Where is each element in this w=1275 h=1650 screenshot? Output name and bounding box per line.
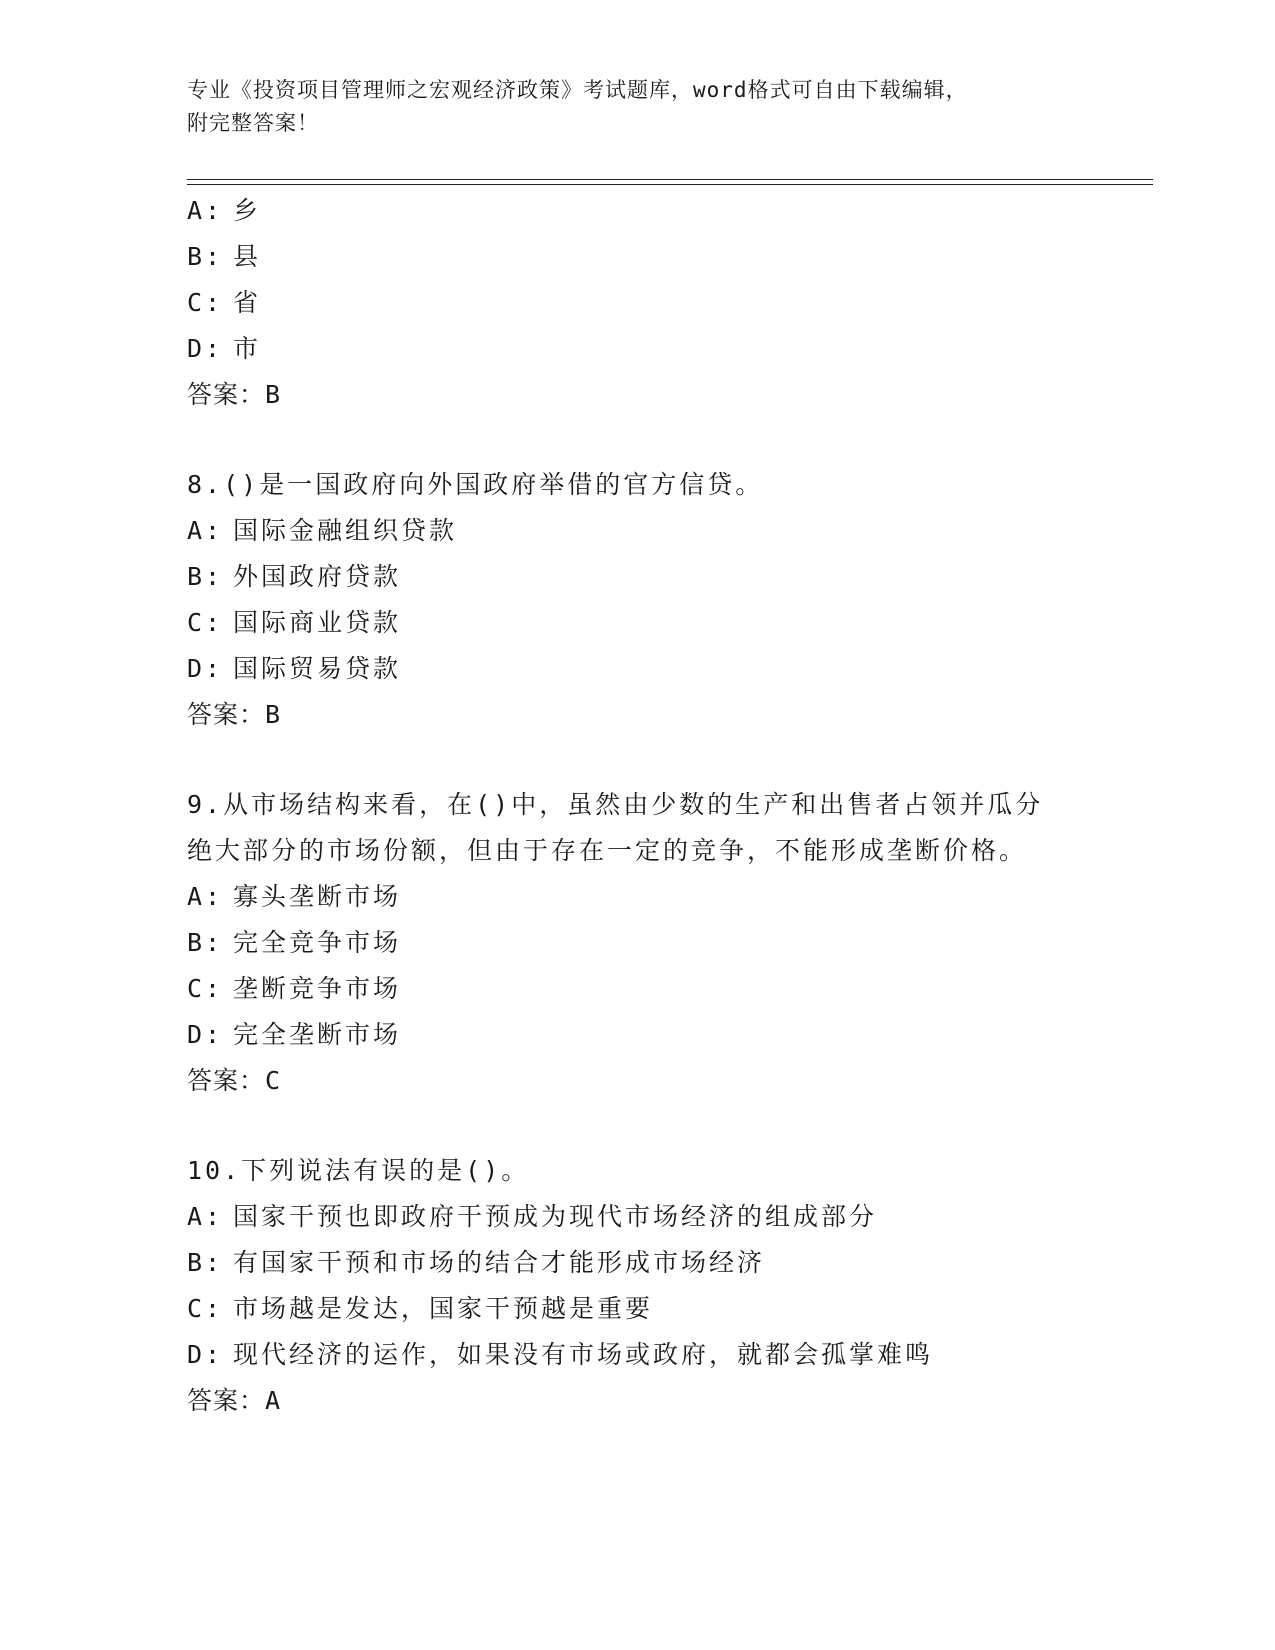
option-text: 外国政府贷款 bbox=[233, 562, 402, 591]
option-c bbox=[187, 280, 1107, 326]
option-d bbox=[187, 646, 1107, 692]
option-key: A: bbox=[187, 196, 224, 225]
question-8 bbox=[187, 462, 1107, 738]
option-key: B: bbox=[187, 242, 224, 271]
question-9 bbox=[187, 782, 1107, 1104]
option-text: 乡 bbox=[233, 196, 262, 225]
option-d bbox=[187, 1332, 1107, 1378]
answer-label: 答案： bbox=[187, 1066, 266, 1095]
option-text: 有国家干预和市场的结合才能形成市场经济 bbox=[233, 1248, 766, 1277]
option-key: D: bbox=[187, 1340, 224, 1369]
option-text: 国家干预也即政府干预成为现代市场经济的组成部分 bbox=[233, 1202, 878, 1231]
question-text-line-2: 绝大部分的市场份额，但由于存在一定的竞争，不能形成垄断价格。 bbox=[187, 836, 1028, 865]
header-line-1: 专业《投资项目管理师之宏观经济政策》考试题库，word格式可自由下载编辑， bbox=[187, 78, 968, 102]
option-b bbox=[187, 1240, 1107, 1286]
question-text: 8.()是一国政府向外国政府举借的官方信贷。 bbox=[187, 470, 764, 499]
header-divider-top bbox=[187, 179, 1153, 180]
answer-label: 答案： bbox=[187, 380, 266, 409]
option-text: 省 bbox=[233, 288, 262, 317]
option-c bbox=[187, 966, 1107, 1012]
option-c bbox=[187, 600, 1107, 646]
option-d bbox=[187, 1012, 1107, 1058]
option-key: C: bbox=[187, 288, 224, 317]
option-key: A: bbox=[187, 516, 224, 545]
option-key: B: bbox=[187, 1248, 224, 1277]
answer-value: C bbox=[265, 1066, 282, 1095]
header-divider-bottom bbox=[187, 184, 1153, 185]
option-key: C: bbox=[187, 608, 224, 637]
answer-line bbox=[187, 1058, 1107, 1104]
spacer bbox=[187, 738, 1107, 782]
option-key: C: bbox=[187, 974, 224, 1003]
option-text: 寡头垄断市场 bbox=[233, 882, 402, 911]
option-c bbox=[187, 1286, 1107, 1332]
answer-value: A bbox=[265, 1386, 282, 1415]
option-text: 完全竞争市场 bbox=[233, 928, 402, 957]
answer-value: B bbox=[265, 700, 282, 729]
answer-label: 答案： bbox=[187, 1386, 266, 1415]
option-key: C: bbox=[187, 1294, 224, 1323]
document-header bbox=[187, 74, 1067, 140]
option-a bbox=[187, 1194, 1107, 1240]
question-7 bbox=[187, 188, 1107, 418]
spacer bbox=[187, 418, 1107, 462]
option-text: 国际金融组织贷款 bbox=[233, 516, 458, 545]
question-10 bbox=[187, 1148, 1107, 1424]
spacer bbox=[187, 1104, 1107, 1148]
option-key: B: bbox=[187, 928, 224, 957]
option-text: 完全垄断市场 bbox=[233, 1020, 402, 1049]
question-text-line-1: 9.从市场结构来看，在()中，虽然由少数的生产和出售者占领并瓜分 bbox=[187, 790, 1044, 819]
answer-line bbox=[187, 692, 1107, 738]
option-b bbox=[187, 920, 1107, 966]
question-text: 10.下列说法有误的是()。 bbox=[187, 1156, 530, 1185]
option-text: 国际商业贷款 bbox=[233, 608, 402, 637]
answer-value: B bbox=[265, 380, 282, 409]
answer-line bbox=[187, 372, 1107, 418]
option-text: 垄断竞争市场 bbox=[233, 974, 402, 1003]
option-text: 市场越是发达，国家干预越是重要 bbox=[233, 1294, 654, 1323]
option-text: 国际贸易贷款 bbox=[233, 654, 402, 683]
option-text: 现代经济的运作，如果没有市场或政府，就都会孤掌难鸣 bbox=[233, 1340, 934, 1369]
answer-line bbox=[187, 1378, 1107, 1424]
option-a bbox=[187, 188, 1107, 234]
option-key: A: bbox=[187, 1202, 224, 1231]
option-key: B: bbox=[187, 562, 224, 591]
option-b bbox=[187, 234, 1107, 280]
option-key: D: bbox=[187, 654, 224, 683]
header-line-2: 附完整答案！ bbox=[187, 111, 319, 135]
option-key: D: bbox=[187, 1020, 224, 1049]
option-a bbox=[187, 508, 1107, 554]
option-a bbox=[187, 874, 1107, 920]
option-text: 市 bbox=[233, 334, 262, 363]
option-key: A: bbox=[187, 882, 224, 911]
option-key: D: bbox=[187, 334, 224, 363]
answer-label: 答案： bbox=[187, 700, 266, 729]
option-b bbox=[187, 554, 1107, 600]
option-d bbox=[187, 326, 1107, 372]
question-list bbox=[187, 188, 1107, 1424]
option-text: 县 bbox=[233, 242, 262, 271]
